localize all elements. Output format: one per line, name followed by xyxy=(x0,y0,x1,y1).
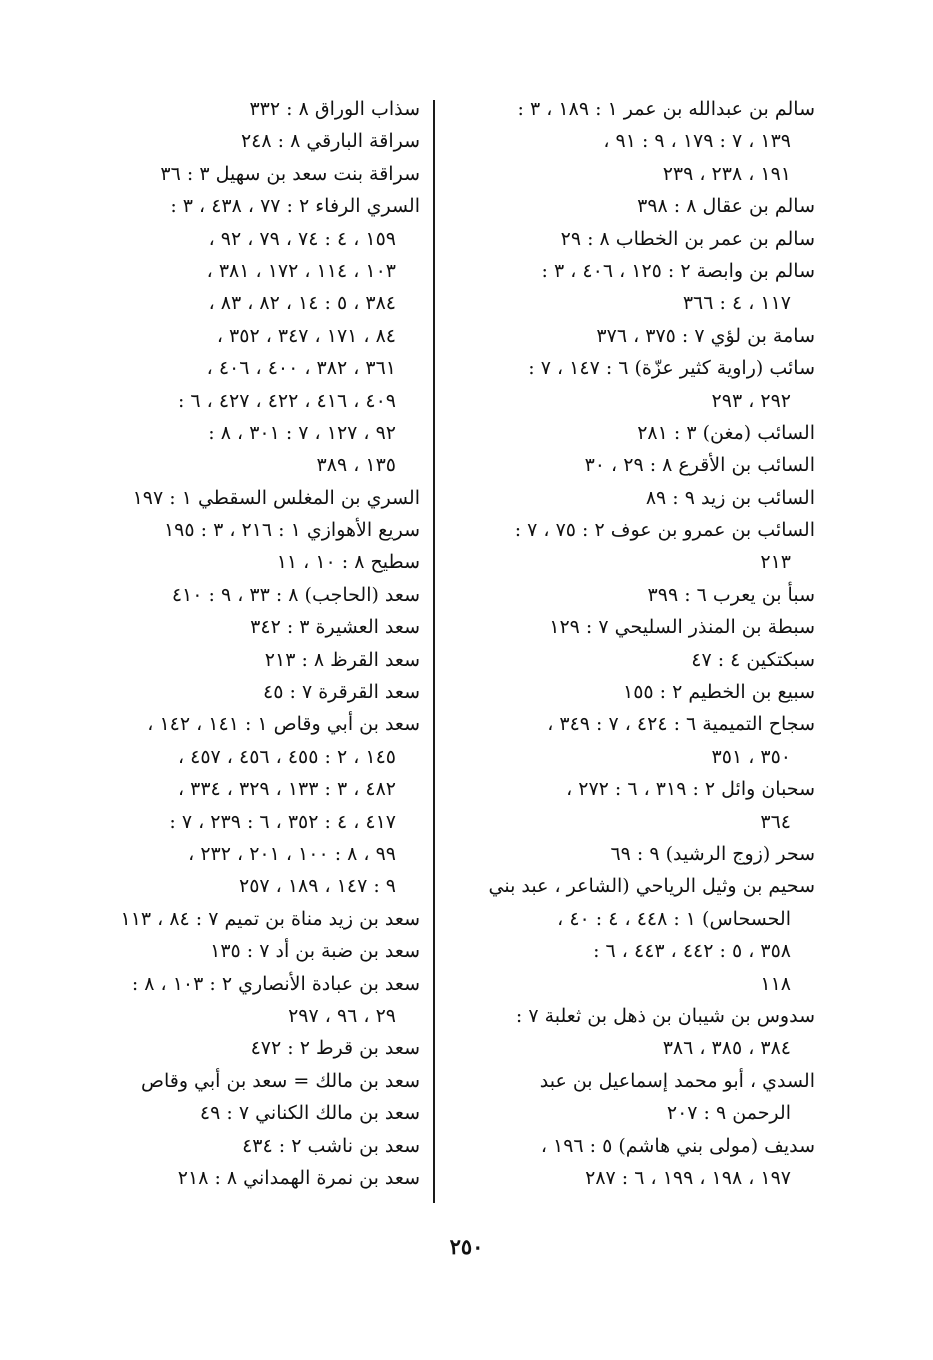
index-entry: سعد القرظ ٨ : ٢١٣ xyxy=(264,648,420,671)
index-entry: سدوس بن شيبان بن ذهل بن ثعلبة ٧ : xyxy=(515,1004,815,1027)
index-entry: سحبان وائل ٢ : ٣١٩ ، ٦ : ٢٧٢ ، xyxy=(566,778,815,801)
index-entry: سراقة البارقي ٨ : ٢٤٨ xyxy=(240,130,420,153)
index-entry-continuation: ٢٩٢ ، ٢٩٣ xyxy=(711,389,791,412)
index-entry: سبأ بن يعرب ٦ : ٣٩٩ xyxy=(647,583,815,606)
index-entry: السدي ، أبو محمد إسماعيل بن عبد xyxy=(539,1069,815,1092)
index-entry: سبكتكين ٤ : ٤٧ xyxy=(691,648,815,671)
index-entry-continuation: ٤٨٢ ، ٣ : ١٣٣ ، ٣٢٩ ، ٣٣٤ ، xyxy=(177,778,396,801)
index-entry-continuation: ٩ : ١٤٧ ، ١٨٩ ، ٢٥٧ xyxy=(238,875,396,898)
index-entry: سعد بن مالك = سعد بن أبي وقاص xyxy=(140,1069,420,1092)
index-entry-continuation: ١١٨ xyxy=(760,972,791,995)
index-entry-continuation: ١٠٣ ، ١١٤ ، ١٧٢ ، ٣٨١ ، xyxy=(206,259,396,282)
index-entry-continuation: الحسحاس) ١ : ٤٤٨ ، ٤ : ٤٠ ، xyxy=(557,907,791,930)
index-entry: سعد بن قرط ٢ : ٤٧٢ xyxy=(250,1037,420,1060)
index-entry: سراقة بنت سعد بن سهيل ٣ : ٣٦ xyxy=(160,162,420,185)
index-entry-continuation: ١٩١ ، ٢٣٨ ، ٢٣٩ xyxy=(662,162,791,185)
column-divider xyxy=(433,100,435,1203)
index-entry: سالم بن عمر بن الخطاب ٨ : ٢٩ xyxy=(560,227,815,250)
index-entry: سعد بن نمرة الهمداني ٨ : ٢١٨ xyxy=(177,1166,420,1189)
index-entry-continuation: الرحمن ٩ : ٢٠٧ xyxy=(666,1102,791,1125)
index-entry: سامة بن لؤي ٧ : ٣٧٥ ، ٣٧٦ xyxy=(596,324,815,347)
index-column-right xyxy=(470,93,815,1194)
index-entry: سعد العشيرة ٣ : ٣٤٢ xyxy=(250,616,420,639)
index-entry-continuation: ٢١٣ xyxy=(760,551,791,574)
index-entry: سعد بن أبي وقاص ١ : ١٤١ ، ١٤٢ ، xyxy=(147,713,420,736)
index-entry: سعد بن زيد مناة بن تميم ٧ : ٨٤ ، ١١٣ xyxy=(120,907,420,930)
index-entry-continuation: ٣٦١ ، ٣٨٢ ، ٤٠٠ ، ٤٠٦ ، xyxy=(206,357,396,380)
index-entry: السائب (مغن) ٣ : ٢٨١ xyxy=(637,421,815,444)
index-entry-continuation: ١٤٥ ، ٢ : ٤٥٥ ، ٤٥٦ ، ٤٥٧ ، xyxy=(177,745,396,768)
index-entry-continuation: ٣٥٨ ، ٥ : ٤٤٢ ، ٤٤٣ ، ٦ : xyxy=(593,940,791,963)
index-entry: سعد بن عبادة الأنصاري ٢ : ١٠٣ ، ٨ : xyxy=(131,972,420,995)
index-entry: سبطة بن المنذر السليحي ٧ : ١٢٩ xyxy=(549,616,815,639)
index-entry: السائب بن عمرو بن عوف ٢ : ٧٥ ، ٧ : xyxy=(514,519,815,542)
index-entry-continuation: ١٩٧ ، ١٩٨ ، ١٩٩ ، ٦ : ٢٨٧ xyxy=(585,1166,791,1189)
index-entry-continuation: ٢٩ ، ٩٦ ، ٢٩٧ xyxy=(288,1004,396,1027)
index-entry: سعد (الحاجب) ٨ : ٣٣ ، ٩ : ٤١٠ xyxy=(171,583,420,606)
index-entry: سذاب الوراق ٨ : ٣٣٢ xyxy=(249,98,420,120)
index-entry: سديف (مولى بني هاشم) ٥ : ١٩٦ ، xyxy=(540,1134,815,1157)
index-entry-continuation: ٤٠٩ ، ٤١٦ ، ٤٢٢ ، ٤٢٧ ، ٦ : xyxy=(177,389,396,412)
index-entry: سالم بن وابصة ٢ : ١٢٥ ، ٤٠٦ ، ٣ : xyxy=(541,259,815,282)
index-entry: السري الرفاء ٢ : ٧٧ ، ٤٣٨ ، ٣ : xyxy=(170,195,420,218)
index-entry: سالم بن عبدالله بن عمر ١ : ١٨٩ ، ٣ : xyxy=(517,98,815,120)
index-entry: سائب (راوية كثير عزّة) ٦ : ١٤٧ ، ٧ : xyxy=(528,357,815,380)
index-entry-continuation: ١١٧ ، ٤ : ٣٦٦ xyxy=(682,292,791,315)
index-entry-continuation: ٣٨٤ ، ٥ : ١٤ ، ٨٢ ، ٨٣ ، xyxy=(208,292,396,315)
index-entry-continuation: ٣٦٤ xyxy=(760,810,791,833)
index-entry: سالم بن عقال ٨ : ٣٩٨ xyxy=(637,195,815,218)
index-entry: السائب بن زيد ٩ : ٨٩ xyxy=(645,486,815,509)
index-entry: سعد بن ضبة بن أد ٧ : ١٣٥ xyxy=(210,940,420,963)
index-entry-continuation: ٣٨٤ ، ٣٨٥ ، ٣٨٦ xyxy=(662,1037,791,1060)
index-entry: السائب بن الأقرع ٨ : ٢٩ ، ٣٠ xyxy=(584,454,815,477)
index-entry-continuation: ٤١٧ ، ٤ : ٣٥٢ ، ٦ : ٢٣٩ ، ٧ : xyxy=(169,810,396,833)
index-entry: سطيح ٨ : ١٠ ، ١١ xyxy=(276,551,420,574)
index-entry: سعد بن ناشب ٢ : ٤٣٤ xyxy=(242,1134,420,1157)
index-entry-continuation: ٣٥٠ ، ٣٥١ xyxy=(711,745,791,768)
index-entry: سجاح التميمية ٦ : ٤٢٤ ، ٧ : ٣٤٩ ، xyxy=(547,713,815,736)
index-entry: سبيع بن الخطيم ٢ : ١٥٥ xyxy=(623,681,815,704)
index-entry: سريع الأهوازي ١ : ٢١٦ ، ٣ : ١٩٥ xyxy=(163,519,420,542)
index-entry-continuation: ١٥٩ ، ٤ : ٧٤ ، ٧٩ ، ٩٢ ، xyxy=(208,227,396,250)
index-entry: سحيم بن وثيل الرياحي (الشاعر ، عبد بني xyxy=(488,875,815,898)
index-entry-continuation: ٩٢ ، ١٢٧ ، ٧ : ٣٠١ ، ٨ : xyxy=(208,421,396,444)
index-entry-continuation: ١٣٩ ، ٧ : ١٧٩ ، ٩ : ٩١ ، xyxy=(603,130,791,153)
index-entry: سعد بن مالك الكناني ٧ : ٤٩ xyxy=(199,1102,420,1125)
index-entry: السري بن المغلس السقطي ١ : ١٩٧ xyxy=(132,486,420,509)
index-entry-continuation: ٨٤ ، ١٧١ ، ٣٤٧ ، ٣٥٢ ، xyxy=(216,324,396,347)
index-entry-continuation: ١٣٥ ، ٣٨٩ xyxy=(316,454,396,477)
page-number: ٢٥٠ xyxy=(449,1234,484,1259)
index-column-left xyxy=(110,93,420,1194)
index-entry-continuation: ٩٩ ، ٨ : ١٠٠ ، ٢٠١ ، ٢٣٢ ، xyxy=(188,842,396,865)
index-entry: سحر (زوج الرشيد) ٩ : ٦٩ xyxy=(610,842,815,865)
index-entry: سعد القرقرة ٧ : ٤٥ xyxy=(263,681,420,704)
